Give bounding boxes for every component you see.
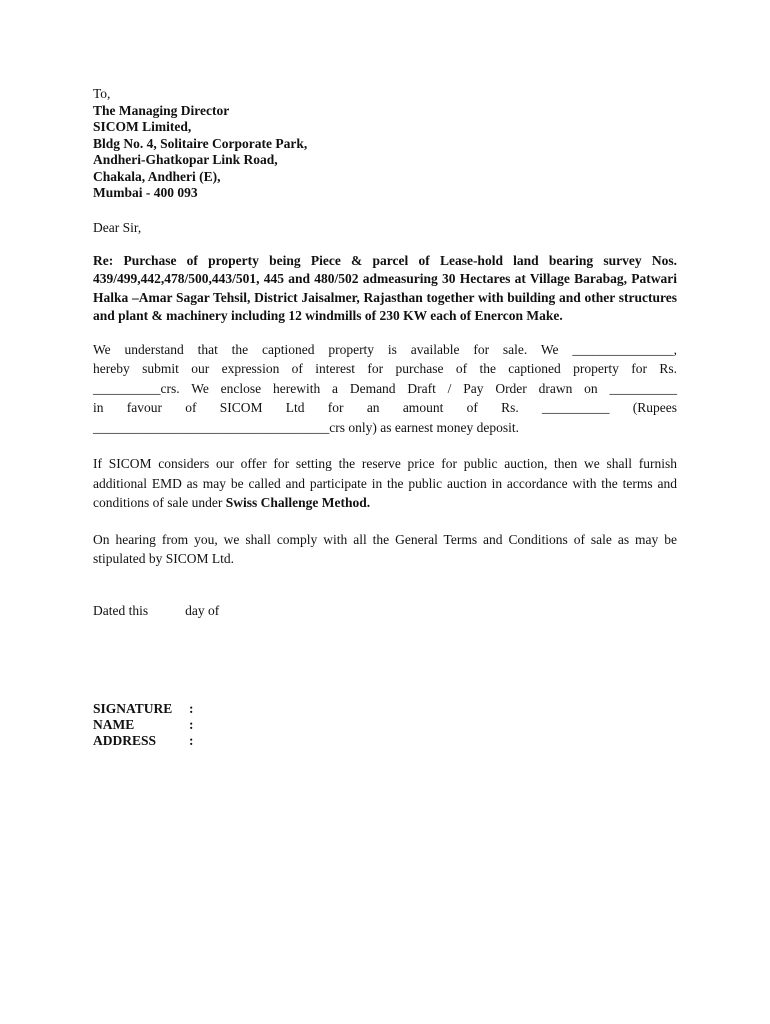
paragraph-line: in favour of SICOM Ltd for an amount of Rs. __________ (Rupees [93,400,677,415]
dated-suffix: day of [185,602,220,618]
address-line: Chakala, Andheri (E), [93,168,221,184]
signature-label: SIGNATURE [93,700,173,716]
address-label: ADDRESS [93,732,157,748]
expression-of-interest-paragraph [93,340,677,438]
method-name: Swiss Challenge Method. [225,495,371,510]
address-line: Andheri-Ghatkopar Link Road, [93,152,278,167]
letter-page [93,86,677,749]
signature-colon: : [189,700,194,716]
address-line: SICOM Limited, [93,119,192,134]
paragraph-line: __________crs. We enclose herewith a Demand Draft / Pay Order drawn on __________ [93,380,677,396]
address-line: Mumbai - 400 093 [93,185,198,200]
address-to: To, [93,86,111,101]
paragraph-text: If SICOM considers our offer for setting the reserve price for public auction, then we shall furnish additional EMD as may be called and participate in the public auction in accordance with the terms and conditions of sale under [93,456,677,510]
signature-row [93,701,677,717]
dated-line [93,602,677,619]
name-colon: : [189,716,194,732]
address-line: Bldg No. 4, Solitaire Corporate Park, [93,135,308,151]
address-row [93,733,677,749]
paragraph-line: We understand that the captioned property is available for sale. We _______________, [93,341,677,357]
name-row [93,717,677,733]
paragraph-line: ___________________________________crs only) as earnest money deposit. [93,419,519,435]
salutation: Dear Sir, [93,219,142,235]
reserve-price-paragraph [93,454,677,513]
address-colon: : [189,732,194,748]
recipient-address [93,86,677,202]
paragraph-line: hereby submit our expression of interest for purchase of the captioned property for Rs. [93,361,677,376]
compliance-paragraph: On hearing from you, we shall comply with all the General Terms and Conditions of sale as may be stipulated by SICOM Ltd. [93,531,677,566]
address-line: The Managing Director [93,102,230,118]
dated-prefix: Dated this [93,602,149,618]
name-label: NAME [93,716,135,732]
signature-block [93,701,677,749]
subject-line: Re: Purchase of property being Piece & parcel of Lease-hold land bearing survey Nos. 439/499,442,478/500,443/501, 445 and 480/502 admeasuring 30 Hectares at Village Barabag, Patwari Halka –Amar Sagar Tehsil, District Jaisalmer, Rajasthan together with building and other structures and plant & machinery including 12 windmills of 230 KW each of Enercon Make. [93,252,677,323]
